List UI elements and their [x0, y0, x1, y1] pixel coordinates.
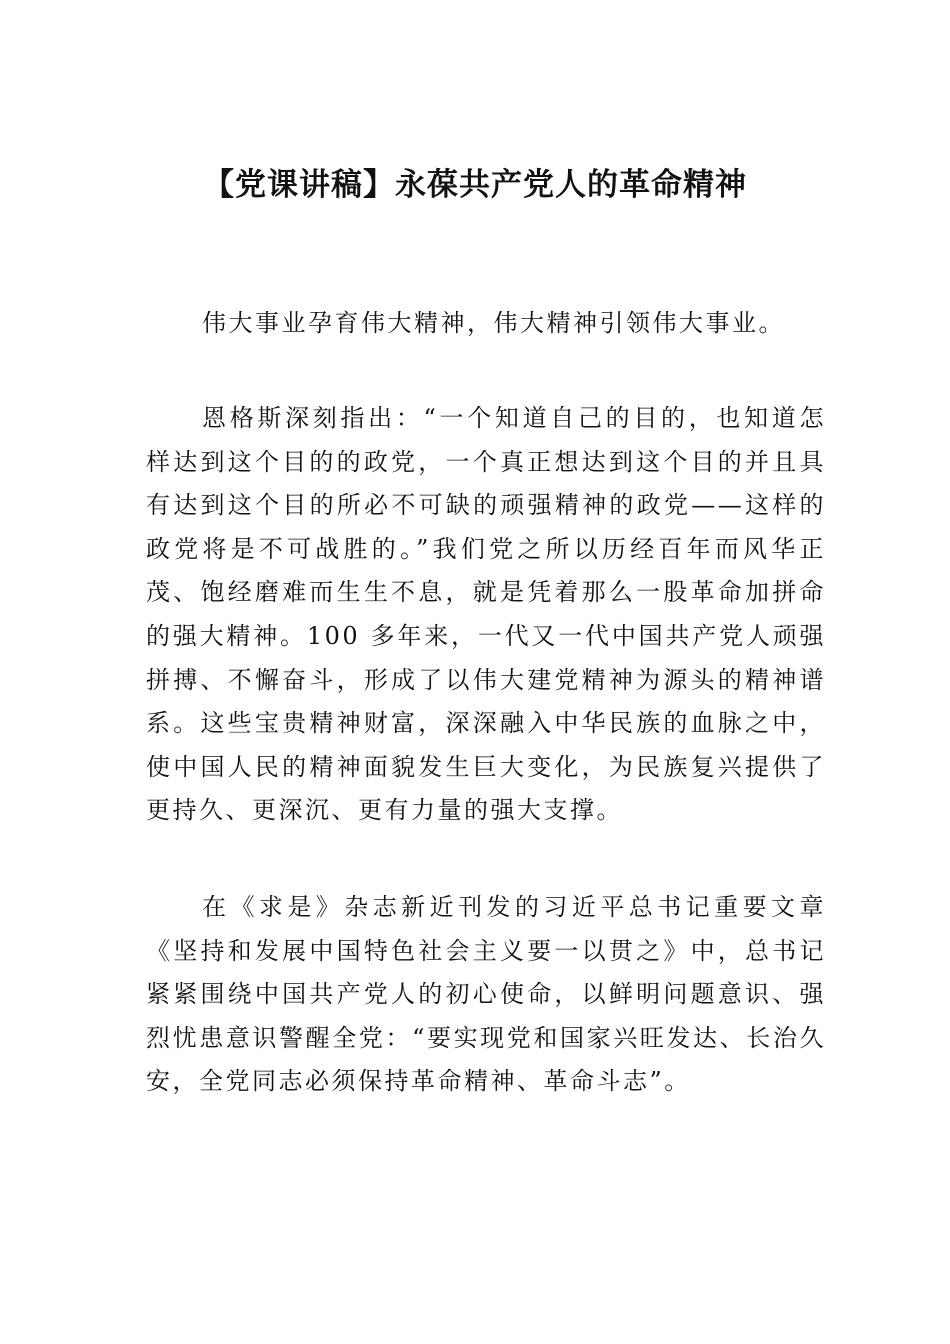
paragraph-intro: 伟大事业孕育伟大精神，伟大精神引领伟大事业。	[202, 309, 785, 337]
paragraph-qiushi-article: 在《求是》杂志新近刊发的习近平总书记重要文章《坚持和发展中国特色社会主义要一以贯之》中，总书记紧紧围绕中国共产党人的初心使命，以鲜明问题意识、强烈忧患意识警醒全党：“要实现党和国家兴旺发达、长治久安，全党同志必须保持革命精神、革命斗志”。	[146, 893, 826, 1096]
document-title: 【党课讲稿】永葆共产党人的革命精神	[203, 167, 747, 203]
paragraph-engels-quote: 恩格斯深刻指出：“一个知道自己的目的，也知道怎样达到这个目的的政党，一个真正想达到这个目的并且具有达到这个目的所必不可缺的顽强精神的政党——这样的政党将是不可战胜的。”我们党之所以历经百年而风华正茂、饱经磨难而生生不息，就是凭着那么一股革命加拼命的强大精神。100 多年来，一代又一代中国共产党人顽强拼搏、不懈奋斗，形成了以伟大建党精神为源头的精神谱系。这些宝贵精神财富，深深融入中华民族的血脉之中，使中国人民的精神面貌发生巨大变化，为民族复兴提供了更持久、更深沉、更有力量的强大支撑。	[146, 404, 826, 825]
